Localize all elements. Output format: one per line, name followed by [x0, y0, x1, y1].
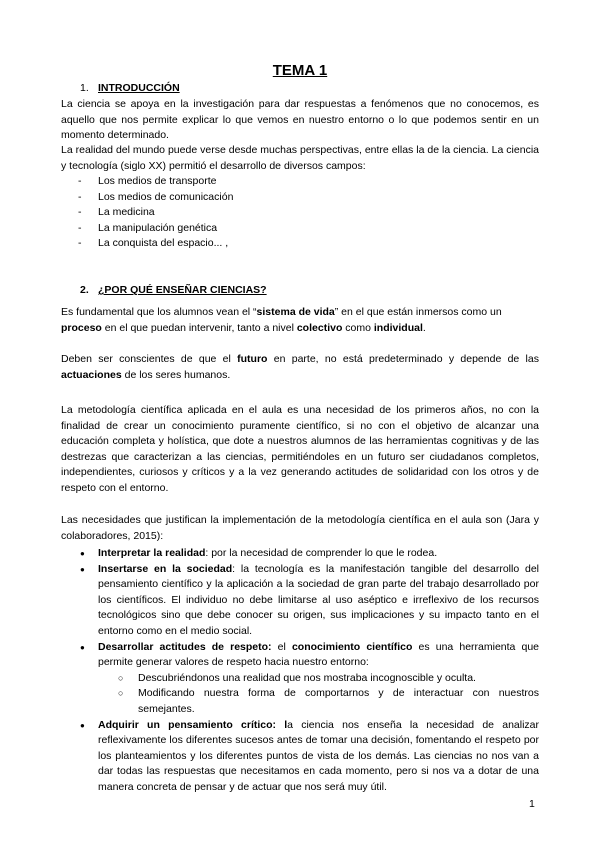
section-1-title: INTRODUCCIÓN — [98, 82, 180, 94]
bold-text: Adquirir un pensamiento crítico: l — [98, 718, 288, 731]
text-run: : la tecnología es la manifestación tangible del desarrollo del pensamiento científico y la aplicación a la sociedad de gran parte del trabajo desarrollado por los científicos. El individuo no debe limitarse al uso aséptico e irreflexivo de los recursos tecnológicos sino que debe conocer su origen, sus implicaciones y su impacto tanto en el entorno como en el medio social. — [98, 562, 539, 637]
text-run: Deben ser conscientes de que el — [61, 353, 238, 365]
sub-list-item: ○ Modificando nuestra forma de comportarnos y de interactuar con nuestros semejantes. — [98, 686, 539, 717]
bold-text: Interpretar la realidad — [98, 547, 206, 559]
list-item — [78, 640, 539, 718]
list-item: - La manipulación genética — [78, 221, 233, 237]
why-paragraph-3: La metodología científica aplicada en el aula es una necesidad de los primeros años, no con la finalidad de crear un conocimiento puramente científico, si no con el objetivo de alcanzar una educación completa y holística, que dote a nuestros alumnos de las herramientas cognitivas y de las destrezas que caracterizan a las ciencias, permitiéndoles en un futuro ser ciudadanos completos, independientes, curiosos y críticos y a la vez generando actitudes de solidaridad con los otros y de respeto con el entorno. — [61, 404, 539, 494]
bold-text: futuro — [237, 353, 268, 365]
list-item: - Los medios de transporte — [78, 174, 233, 190]
section-1-number: 1. — [80, 82, 89, 94]
text-run: Es fundamental que los alumnos vean el “ — [61, 306, 257, 318]
needs-list — [78, 546, 539, 796]
list-item — [78, 718, 539, 796]
text-run: en parte, no está predeterminado y depende de las — [267, 353, 539, 365]
bold-text: sistema de vida — [256, 306, 335, 318]
text-run: : por la necesidad de comprender lo que le rodea. — [205, 547, 438, 559]
bold-text: Desarrollar actitudes de respeto: — [98, 640, 272, 653]
page-title: TEMA 1 — [272, 62, 328, 79]
bold-text: individual — [373, 321, 423, 334]
text-run: de los seres humanos. — [121, 368, 231, 381]
text-run: es una herramienta que permite generar valores de respeto hacia nuestro entorno: — [98, 640, 540, 669]
page-number: 1 — [529, 798, 535, 810]
sub-list — [98, 671, 539, 718]
bold-text: proceso — [61, 321, 102, 334]
section-2-title: ¿POR QUÉ ENSEÑAR CIENCIAS? — [98, 284, 267, 296]
sub-list-item: ○ Descubriéndonos una realidad que nos mostraba incognoscible y oculta. — [98, 671, 539, 687]
text-run: . — [422, 321, 426, 334]
text-run: en el que puedan intervenir, tanto a nivel — [101, 321, 297, 334]
text-run: el — [271, 640, 292, 653]
text-run: ” en el que están inmersos como un — [334, 306, 502, 318]
section-1-heading — [80, 82, 180, 94]
section-2-heading — [80, 284, 267, 296]
section-2-number: 2. — [80, 284, 89, 296]
why-paragraph-4: Las necesidades que justifican la implementación de la metodología científica en el aula son (Jara y colaboradores, 2015): — [61, 514, 539, 542]
list-item: - Los medios de comunicación — [78, 190, 233, 206]
text-run: como — [342, 321, 374, 334]
list-item — [78, 562, 539, 640]
intro-paragraph-1: La ciencia se apoya en la investigación para dar respuestas a fenómenos que no conocemos, es aquello que nos permite explicar lo que vemos en nuestro entorno o lo que podemos sentir en un momento determinado. — [61, 98, 539, 142]
intro-paragraph-2: La realidad del mundo puede verse desde muchas perspectivas, entre ellas la de la ciencia. La ciencia y tecnología (siglo XX) permitió el desarrollo de diversos campos: — [61, 144, 539, 172]
why-paragraph-2 — [61, 352, 539, 383]
list-item — [78, 546, 539, 562]
bold-text: Insertarse en la sociedad — [98, 562, 233, 575]
text-run: a ciencia nos enseña la necesidad de analizar reflexivamente los diferentes sucesos antes de tomar una decisión, fomentando el respeto por los planteamientos y los diferentes puntos de vista de los demás. Las ciencias no nos van a dar todas las respuestas que necesitamos en cada momento, pero si nos va a dotar de una manera concreta de pensar y de actuar que nos será muy útil. — [98, 718, 539, 793]
list-item: - La medicina — [78, 205, 233, 221]
bold-text: actuaciones — [61, 368, 122, 381]
bold-text: conocimiento científico — [291, 640, 413, 653]
bold-text: colectivo — [296, 321, 343, 334]
why-paragraph-1 — [61, 305, 539, 336]
list-item: - La conquista del espacio... , — [78, 236, 233, 252]
fields-list — [78, 174, 233, 252]
